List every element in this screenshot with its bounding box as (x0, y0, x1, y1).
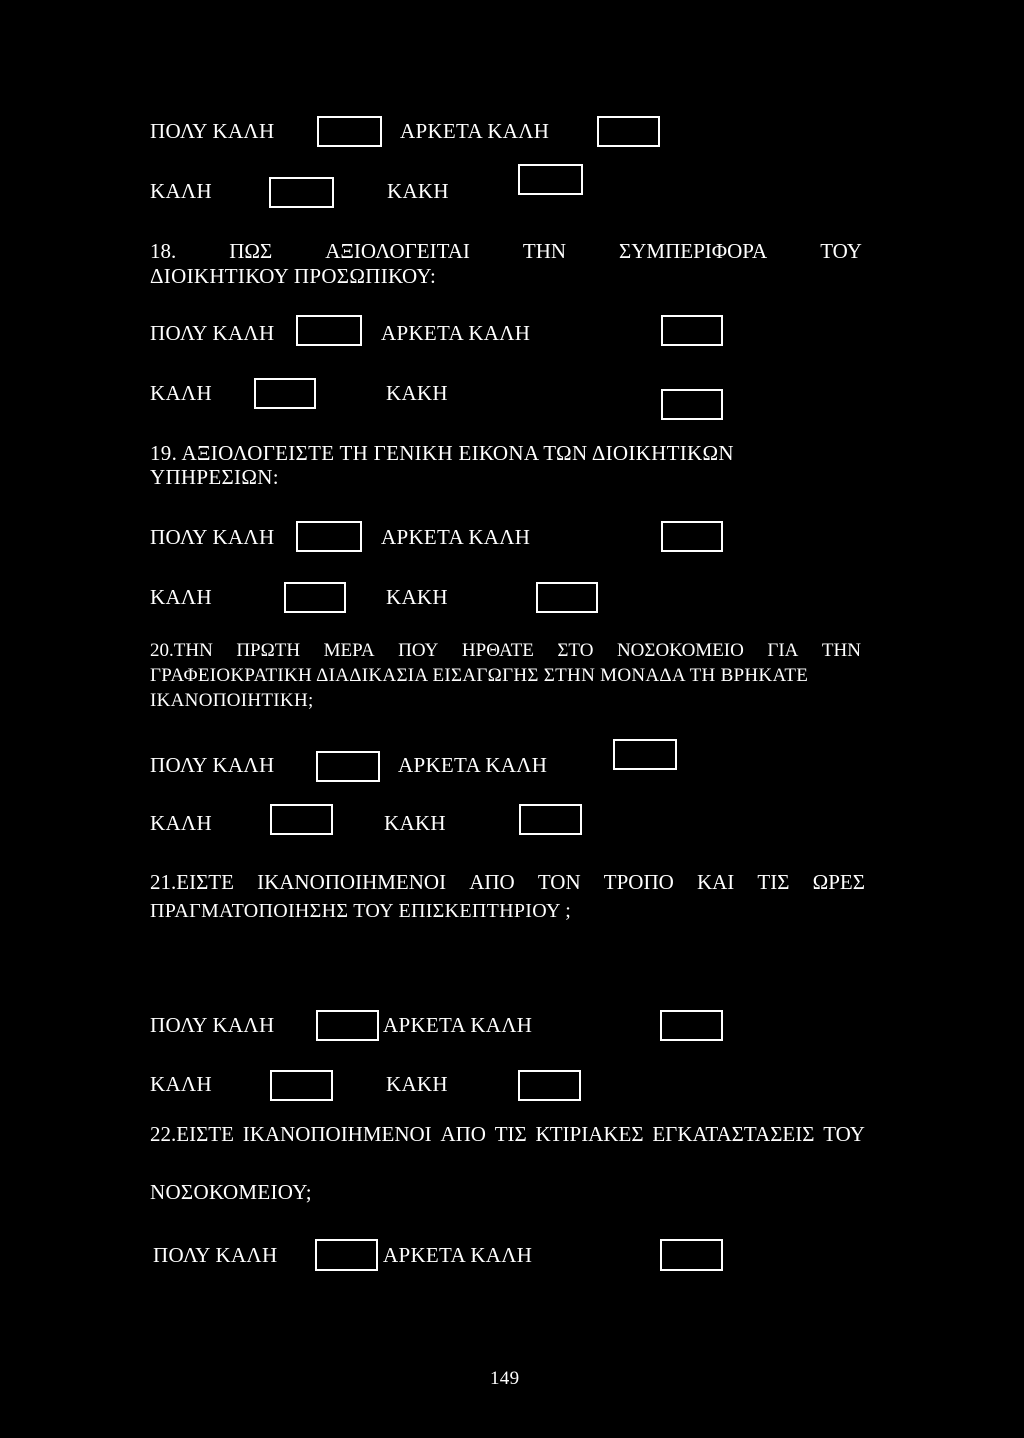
q21-word-2: ΙΚΑΝΟΠΟΙΗΜΕΝΟΙ (257, 870, 447, 894)
q22-word-4: ΤΙΣ (494, 1122, 527, 1146)
q21-question-line2: ΠΡΑΓΜΑΤΟΠΟΙΗΣΗΣ ΤΟΥ ΕΠΙΣΚΕΠΤΗΡΙΟΥ ; (150, 900, 572, 922)
q20-word-1: 20.ΤΗΝ (150, 640, 213, 661)
q21-option-bad-label: ΚΑΚΗ (386, 1072, 448, 1096)
q22-option-very-good-label: ΠΟΛΥ ΚΑΛΗ (153, 1243, 278, 1267)
q18-option-very-good-label: ΠΟΛΥ ΚΑΛΗ (150, 321, 275, 345)
q19-bad-checkbox[interactable] (536, 582, 598, 613)
q22-word-7: ΤΟΥ (823, 1122, 865, 1146)
q20-bad-checkbox[interactable] (519, 804, 582, 835)
q22-option-quite-good-label: ΑΡΚΕΤΑ ΚΑΛΗ (383, 1243, 533, 1267)
q22-word-3: ΑΠΟ (440, 1122, 486, 1146)
q21-word-4: ΤΟΝ (537, 870, 581, 894)
q21-option-very-good-label: ΠΟΛΥ ΚΑΛΗ (150, 1013, 275, 1037)
q20-option-quite-good-label: ΑΡΚΕΤΑ ΚΑΛΗ (398, 753, 548, 777)
q20-question-line2: ΓΡΑΦΕΙΟΚΡΑΤΙΚΗ ΔΙΑΔΙΚΑΣΙΑ ΕΙΣΑΓΩΓΗΣ ΣΤΗΝ ΜΟΝΑΔΑ ΤΗ ΒΡΗΚΑΤΕ (150, 665, 809, 686)
q19-question-line1: 19. ΑΞΙΟΛΟΓΕΙΣΤΕ ΤΗ ΓΕΝΙΚΗ ΕΙΚΟΝΑ ΤΩΝ ΔΙΟΙΚΗΤΙΚΩΝ (150, 441, 734, 465)
q20-word-2: ΠΡΩΤΗ (236, 640, 301, 661)
q20-word-4: ΠΟΥ (398, 640, 439, 661)
q21-option-good-label: ΚΑΛΗ (150, 1072, 212, 1096)
q20-word-6: ΣΤΟ (557, 640, 594, 661)
q22-very-good-checkbox[interactable] (315, 1239, 378, 1271)
q18-word-5: ΤΟΥ (820, 239, 862, 263)
q18-option-good-label: ΚΑΛΗ (150, 381, 212, 405)
q22-question-line1 (150, 1124, 865, 1145)
q19-quite-good-checkbox[interactable] (661, 521, 723, 552)
q18-question-line1 (150, 241, 862, 262)
q20-option-very-good-label: ΠΟΛΥ ΚΑΛΗ (150, 753, 275, 777)
q18-option-quite-good-label: ΑΡΚΕΤΑ ΚΑΛΗ (381, 321, 531, 345)
q19-very-good-checkbox[interactable] (296, 521, 362, 552)
q20-word-3: ΜΕΡΑ (323, 640, 375, 661)
q21-word-3: ΑΠΟ (469, 870, 515, 894)
q21-option-quite-good-label: ΑΡΚΕΤΑ ΚΑΛΗ (383, 1013, 533, 1037)
q20-very-good-checkbox[interactable] (316, 751, 380, 782)
q21-bad-checkbox[interactable] (518, 1070, 581, 1101)
q20-word-8: ΓΙΑ (767, 640, 799, 661)
q18-number: 18. (150, 239, 177, 263)
q22-quite-good-checkbox[interactable] (660, 1239, 723, 1271)
q18-word-4: ΣΥΜΠΕΡΙΦΟΡΑ (619, 239, 768, 263)
q18-very-good-checkbox[interactable] (296, 315, 362, 346)
q21-good-checkbox[interactable] (270, 1070, 333, 1101)
q21-very-good-checkbox[interactable] (316, 1010, 379, 1041)
q17-option-quite-good-label: ΑΡΚΕΤΑ ΚΑΛΗ (400, 119, 550, 143)
q20-word-9: ΤΗΝ (821, 640, 861, 661)
q21-word-1: 21.ΕΙΣΤΕ (150, 870, 234, 894)
q19-question-line2: ΥΠΗΡΕΣΙΩΝ: (150, 465, 279, 489)
q20-word-5: ΗΡΘΑΤΕ (461, 640, 534, 661)
q19-good-checkbox[interactable] (284, 582, 346, 613)
q20-good-checkbox[interactable] (270, 804, 333, 835)
q20-quite-good-checkbox[interactable] (613, 739, 677, 770)
q17-good-checkbox[interactable] (269, 177, 334, 208)
q19-option-quite-good-label: ΑΡΚΕΤΑ ΚΑΛΗ (381, 525, 531, 549)
q21-question-line1 (150, 872, 865, 893)
q18-word-1: ΠΩΣ (229, 239, 273, 263)
q20-question-line1 (150, 641, 861, 660)
q21-word-5: ΤΡΟΠΟ (603, 870, 674, 894)
q17-very-good-checkbox[interactable] (317, 116, 382, 147)
q22-question-line2: ΝΟΣΟΚΟΜΕΙΟΥ; (150, 1180, 312, 1204)
q18-word-3: ΤΗΝ (522, 239, 567, 263)
q20-word-7: ΝΟΣΟΚΟΜΕΙΟ (616, 640, 744, 661)
q17-option-bad-label: ΚΑΚΗ (387, 179, 449, 203)
q17-quite-good-checkbox[interactable] (597, 116, 660, 147)
q18-bad-checkbox[interactable] (661, 389, 723, 420)
q18-quite-good-checkbox[interactable] (661, 315, 723, 346)
q18-question-line2: ΔΙΟΙΚΗΤΙΚΟΥ ΠΡΟΣΩΠΙΚΟΥ: (150, 264, 437, 288)
q17-bad-checkbox[interactable] (518, 164, 583, 195)
q21-word-8: ΩΡΕΣ (812, 870, 865, 894)
q18-good-checkbox[interactable] (254, 378, 316, 409)
q19-option-very-good-label: ΠΟΛΥ ΚΑΛΗ (150, 525, 275, 549)
q19-option-bad-label: ΚΑΚΗ (386, 585, 448, 609)
q18-word-2: ΑΞΙΟΛΟΓΕΙΤΑΙ (325, 239, 470, 263)
q22-word-5: ΚΤΙΡΙΑΚΕΣ (535, 1122, 644, 1146)
q21-quite-good-checkbox[interactable] (660, 1010, 723, 1041)
q22-word-6: ΕΓΚΑΤΑΣΤΑΣΕΙΣ (652, 1122, 815, 1146)
q19-option-good-label: ΚΑΛΗ (150, 585, 212, 609)
q22-word-2: ΙΚΑΝΟΠΟΙΗΜΕΝΟΙ (242, 1122, 432, 1146)
q21-word-6: ΚΑΙ (696, 870, 735, 894)
q20-option-good-label: ΚΑΛΗ (150, 811, 212, 835)
q18-option-bad-label: ΚΑΚΗ (386, 381, 448, 405)
q17-option-good-label: ΚΑΛΗ (150, 179, 212, 203)
page-number: 149 (490, 1368, 520, 1389)
q22-word-1: 22.ΕΙΣΤΕ (150, 1122, 234, 1146)
q17-option-very-good-label: ΠΟΛΥ ΚΑΛΗ (150, 119, 275, 143)
q21-word-7: ΤΙΣ (757, 870, 790, 894)
q20-option-bad-label: ΚΑΚΗ (384, 811, 446, 835)
q20-question-line3: ΙΚΑΝΟΠΟΙΗΤΙΚΗ; (150, 690, 314, 711)
